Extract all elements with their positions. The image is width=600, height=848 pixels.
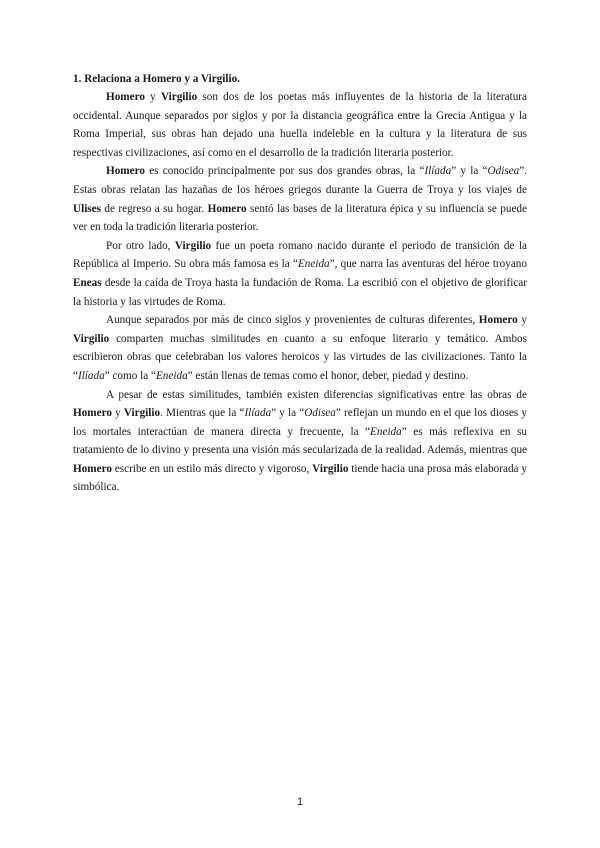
text-run: sentó las bases de la literatura épica y su influencia se puede ver en toda la tradición literaria posterior. [73,202,527,234]
paragraph [73,237,527,311]
bold-term: Homero [478,314,518,327]
bold-term: Eneas [73,276,102,289]
text-run: ” como la “ [104,369,156,382]
document-body [73,70,527,497]
text-run: ” es más reflexiva en su tratamiento de lo divino y presenta una visión más secularizada de la realidad. Además, mientras que [73,425,527,457]
text-run: ”. Estas obras relatan las hazañas de los héroes griegos durante la Guerra de Troya y los viajes de [73,165,527,196]
text-run: de regreso a su hogar. [100,202,208,215]
bold-term: Homero [207,202,247,215]
work-title: Ilíada [244,407,272,420]
page-number: 1 [296,796,304,808]
text-run: ” reflejan un mundo en el que los dioses y los mortales interactúan de manera directa y frecuente, la “ [73,407,527,438]
text-run: es conocido principalmente por sus dos grandes obras, la “ [144,165,425,178]
text-run: ” están llenas de temas como el honor, deber, piedad y destino. [187,369,469,382]
bold-term: Virgilio [174,239,212,252]
text-run: Aunque separados por más de cinco siglos y provenientes de culturas diferentes, [106,314,479,327]
bold-term: Virgilio [73,332,110,345]
work-title: Ilíada [424,165,452,178]
bold-term: Virgilio [312,462,349,475]
answer-text [73,88,527,497]
paragraph [73,386,527,498]
text-run: y [144,91,161,103]
text-run: tiende hacia una prosa más elaborada y simbólica. [73,462,527,494]
text-run: ” y la “ [271,407,305,420]
text-run: A pesar de estas similitudes, también existen diferencias significativas entre las obras de [106,388,527,401]
text-run: comparten muchas similitudes en cuanto a su enfoque literario y temático. Ambos escribieron obras que celebraban los valores heroicos y las virtudes de las civilizaciones. Tanto la “ [73,332,527,382]
text-run: fue un poeta romano nacido durante el periodo de transición de la República al Imperio. Su obra más famosa es la “ [73,239,527,271]
bold-term: Virgilio [123,407,161,420]
bold-term: Virgilio [160,91,198,103]
bold-term: Homero [106,91,145,103]
question-heading: 1. Relaciona a Homero y a Virgilio. [73,73,240,85]
work-title: Odisea [487,165,520,178]
bold-term: Ulises [73,202,101,215]
text-run: y [517,314,527,327]
work-title: Odisea [304,407,336,420]
bold-term: Homero [73,407,112,420]
paragraph [73,162,527,236]
text-run: Por otro lado, [106,239,175,252]
bold-term: Homero [106,165,145,178]
text-run: desde la caída de Troya hasta la fundación de Roma. La escribió con el objetivo de glorificar la historia y las virtudes de Roma. [73,276,527,308]
paragraph [73,311,527,385]
bold-term: Homero [73,462,112,475]
text-run: ” y la “ [451,165,488,178]
work-title: Eneida [370,425,402,438]
text-run: y [111,407,124,420]
paragraph [73,88,527,162]
text-run: son dos de los poetas más influyentes de la historia de la literatura occidental. Aunque separados por siglos y por la distancia geográfica entre la Grecia Antigua y la Roma Imperial, sus obras han dejado una huella indeleble en la cultura y la literatura de sus respectivas civilizaciones, así como en el desarrollo de la tradición literaria posterior. [73,91,527,159]
text-run: ”, que narra las aventuras del héroe troyano [329,258,527,271]
text-run: escribe en un estilo más directo y vigoroso, [111,462,313,475]
work-title: Ilíada [77,369,105,382]
work-title: Eneida [155,369,188,382]
work-title: Eneida [297,258,330,271]
text-run: . Mientras que la “ [160,407,245,420]
